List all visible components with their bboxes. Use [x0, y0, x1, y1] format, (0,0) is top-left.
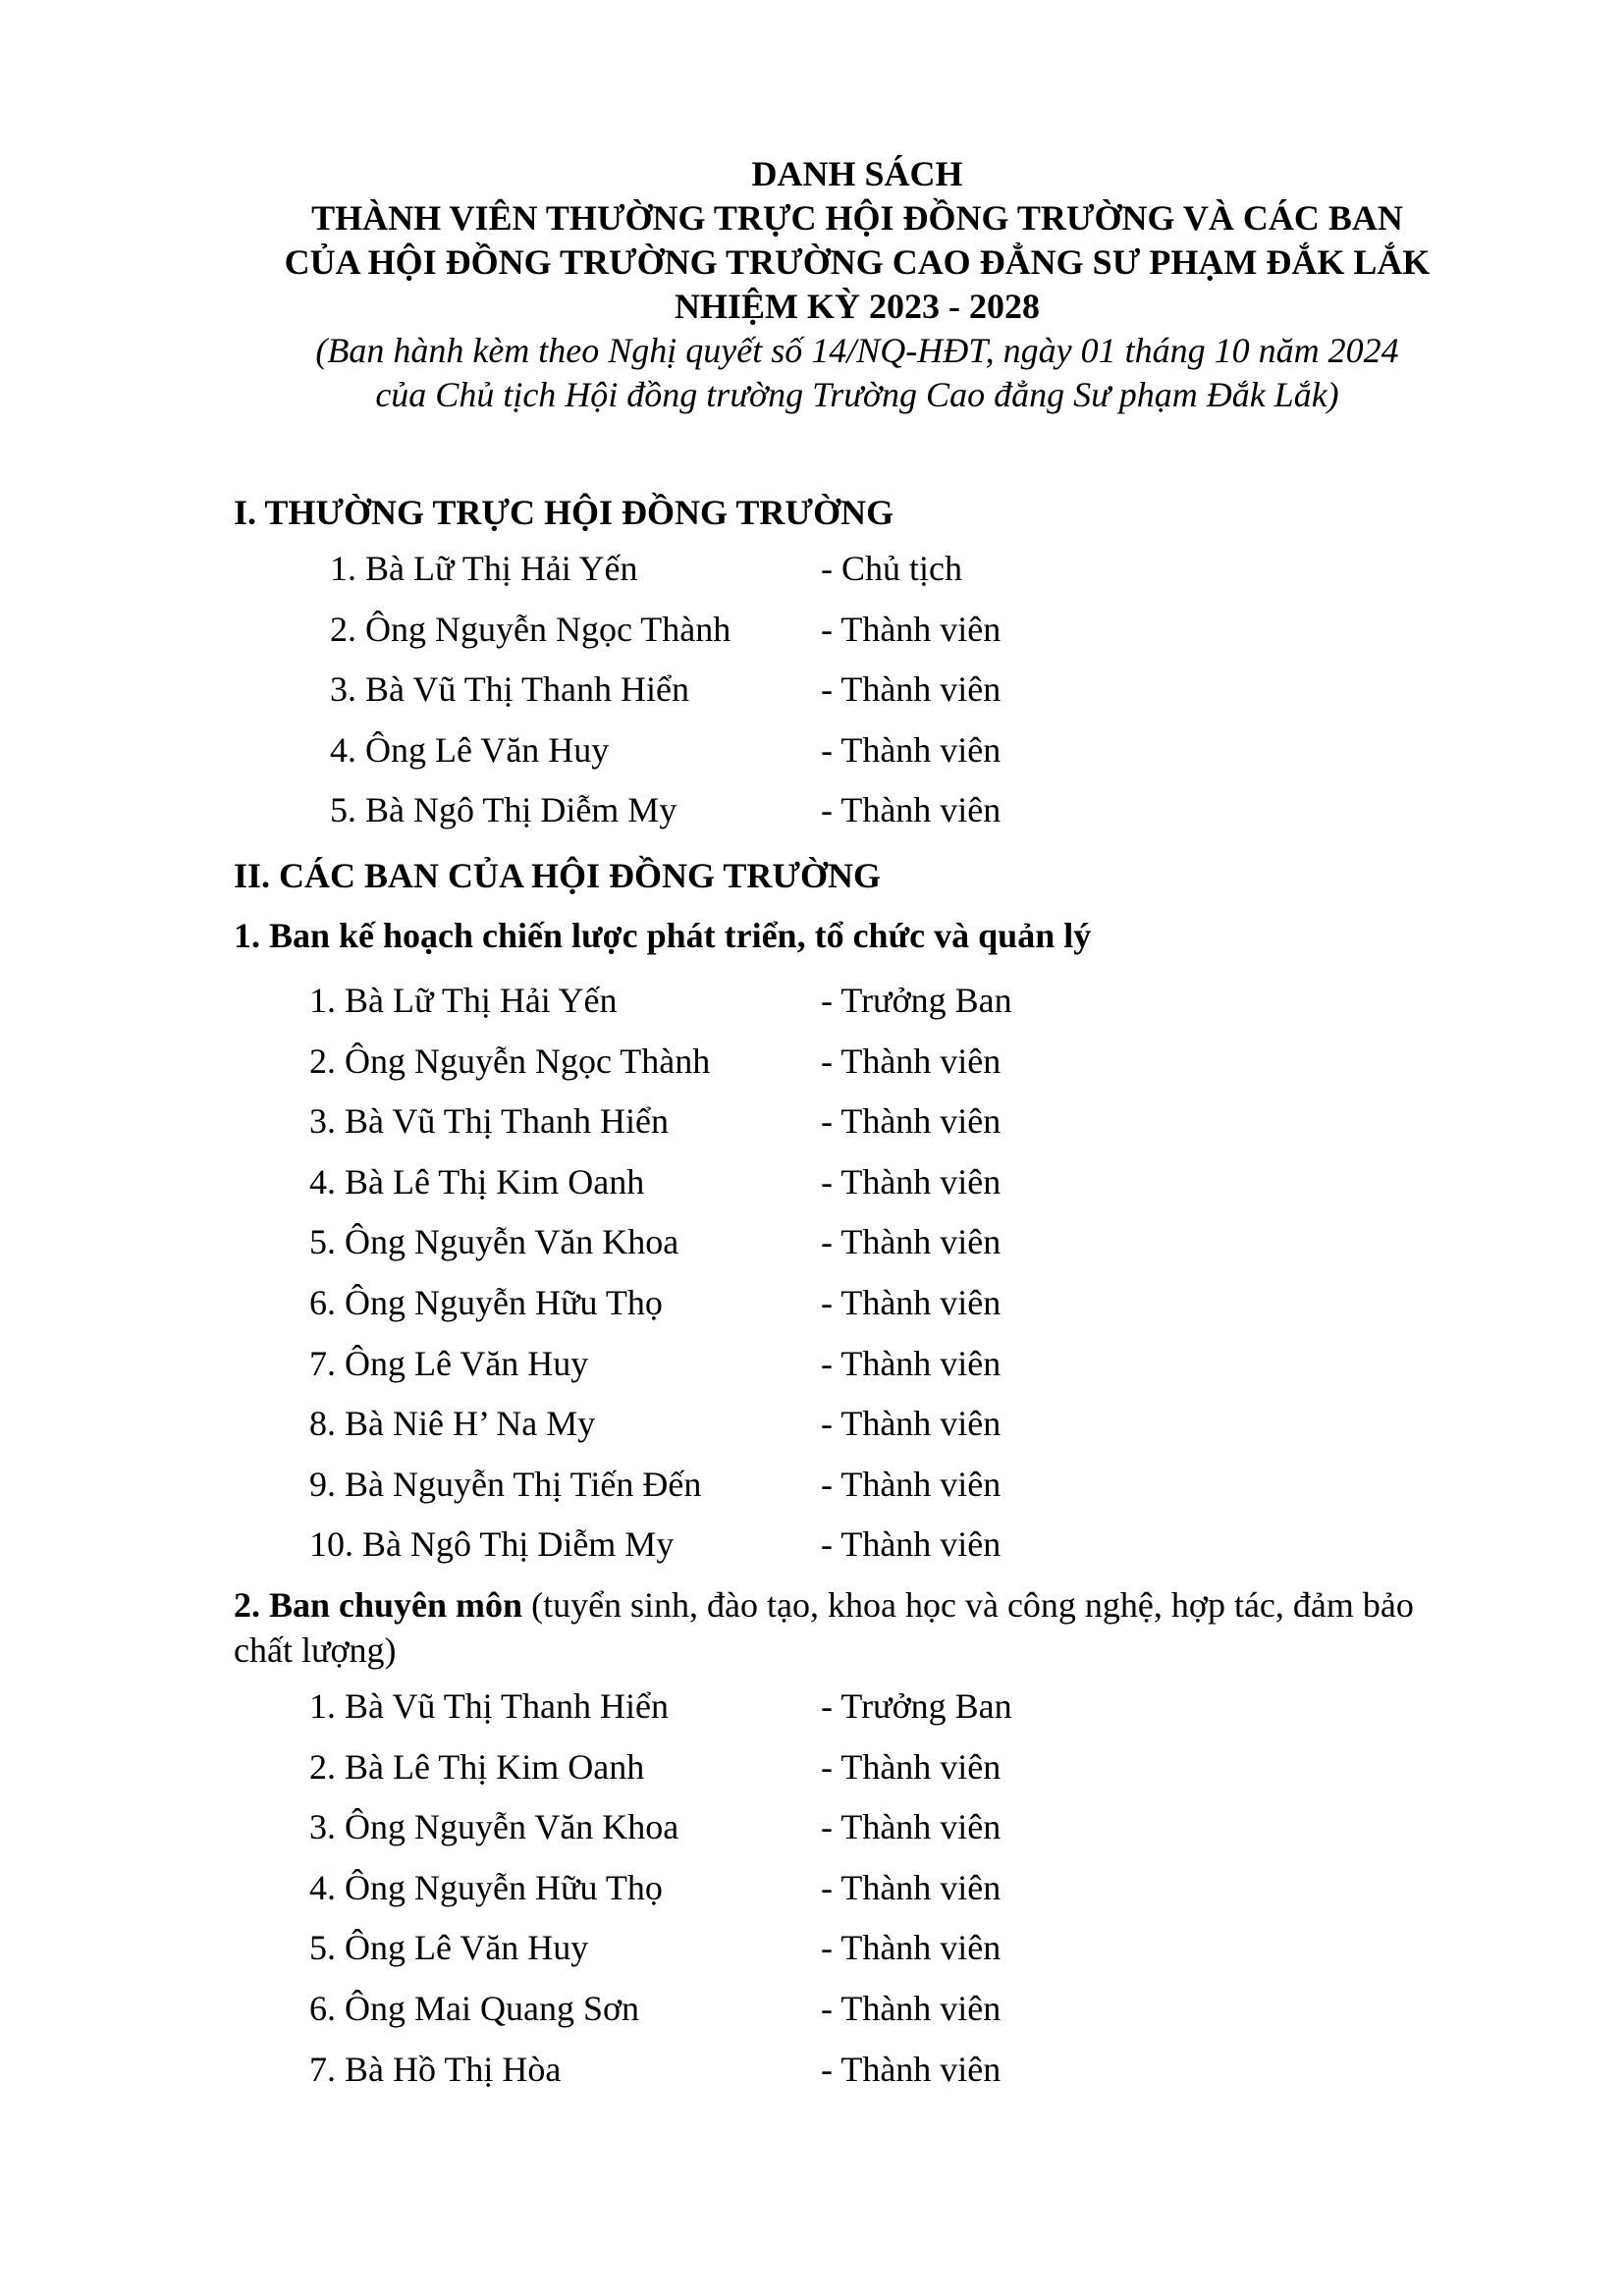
document-subtitle-2: CỦA HỘI ĐỒNG TRƯỜNG TRƯỜNG CAO ĐẲNG SƯ PHẠM ĐẮK LẮK	[284, 242, 1431, 282]
member-role: - Thành viên	[821, 2049, 1001, 2089]
issuance-note-1: (Ban hành kèm theo Nghị quyết số 14/NQ-HĐT, ngày 01 tháng 10 năm 2024	[315, 331, 1399, 370]
board-2-heading	[234, 1582, 1451, 1673]
member-name: 5. Ông Nguyễn Văn Khoa	[309, 1222, 679, 1262]
title-block	[147, 152, 1567, 417]
member-role: - Chủ tịch	[821, 549, 962, 588]
member-row	[0, 1037, 1624, 1086]
member-row	[0, 725, 1624, 774]
board-1-heading: 1. Ban kế hoạch chiến lược phát triển, tổ chức và quản lý	[234, 916, 1092, 955]
board-2-heading-detail: (tuyển sinh, đào tạo, khoa học và công nghệ, hợp tác, đảm bảo chất lượng)	[234, 1585, 1414, 1670]
member-role: - Thành viên	[821, 729, 1001, 770]
member-row	[0, 605, 1624, 654]
member-role: - Trưởng Ban	[821, 981, 1012, 1020]
member-row	[0, 1339, 1624, 1388]
member-row	[0, 1096, 1624, 1146]
document-term: NHIỆM KỲ 2023 - 2028	[675, 287, 1040, 326]
member-role: - Thành viên	[821, 1464, 1001, 1504]
section-2-heading: II. CÁC BAN CỦA HỘI ĐỒNG TRƯỜNG	[234, 856, 882, 895]
member-role: - Thành viên	[821, 1989, 1001, 2028]
member-name: 7. Ông Lê Văn Huy	[309, 1343, 589, 1383]
member-role: - Trưởng Ban	[821, 1686, 1012, 1726]
member-row	[0, 1399, 1624, 1448]
section-1-heading: I. THƯỜNG TRỰC HỘI ĐỒNG TRƯỜNG	[234, 493, 894, 532]
member-name: 2. Ông Nguyễn Ngọc Thành	[330, 609, 731, 649]
member-name: 7. Bà Hồ Thị Hòa	[309, 2049, 562, 2089]
issuance-note-2: của Chủ tịch Hội đồng trường Trường Cao đẳng Sư phạm Đắk Lắk)	[375, 375, 1339, 414]
member-role: - Thành viên	[821, 1041, 1001, 1081]
member-role: - Thành viên	[821, 609, 1001, 649]
member-name: 6. Ông Mai Quang Sơn	[309, 1989, 640, 2028]
member-name: 4. Ông Nguyễn Hữu Thọ	[309, 1867, 663, 1907]
member-row	[0, 1863, 1624, 1912]
member-name: 6. Ông Nguyễn Hữu Thọ	[309, 1283, 663, 1322]
member-row	[0, 1157, 1624, 1206]
member-name: 2. Bà Lê Thị Kim Oanh	[309, 1746, 645, 1787]
member-name: 8. Bà Niê H’ Na My	[309, 1404, 596, 1444]
member-role: - Thành viên	[821, 790, 1001, 830]
member-role: - Thành viên	[821, 1283, 1001, 1322]
member-name: 9. Bà Nguyễn Thị Tiến Đến	[309, 1464, 702, 1504]
member-row	[0, 665, 1624, 714]
member-row	[0, 544, 1624, 593]
member-name: 10. Bà Ngô Thị Diễm My	[309, 1524, 675, 1565]
member-name: 5. Ông Lê Văn Huy	[309, 1928, 589, 1968]
member-row	[0, 976, 1624, 1025]
member-name: 4. Bà Lê Thị Kim Oanh	[309, 1161, 645, 1201]
member-name: 2. Ông Nguyễn Ngọc Thành	[309, 1041, 711, 1081]
member-row	[0, 1742, 1624, 1791]
member-name: 1. Bà Lữ Thị Hải Yến	[330, 549, 638, 588]
member-row	[0, 1682, 1624, 1731]
member-role: - Thành viên	[821, 1343, 1001, 1383]
member-name: 3. Bà Vũ Thị Thanh Hiển	[330, 669, 689, 710]
member-name: 5. Bà Ngô Thị Diễm My	[330, 790, 677, 830]
member-row	[0, 1802, 1624, 1851]
member-role: - Thành viên	[821, 1746, 1001, 1787]
member-row	[0, 1520, 1624, 1569]
member-row	[0, 1923, 1624, 1972]
member-role: - Thành viên	[821, 1222, 1001, 1262]
member-role: - Thành viên	[821, 1928, 1001, 1968]
member-role: - Thành viên	[821, 1101, 1001, 1142]
document-subtitle-1: THÀNH VIÊN THƯỜNG TRỰC HỘI ĐỒNG TRƯỜNG VÀ CÁC BAN	[311, 198, 1403, 238]
member-name: 1. Bà Lữ Thị Hải Yến	[309, 981, 618, 1020]
member-name: 3. Ông Nguyễn Văn Khoa	[309, 1807, 679, 1847]
member-role: - Thành viên	[821, 1807, 1001, 1847]
document-title: DANH SÁCH	[751, 154, 963, 193]
member-name: 4. Ông Lê Văn Huy	[330, 729, 610, 770]
member-role: - Thành viên	[821, 1161, 1001, 1201]
member-row	[0, 785, 1624, 834]
member-role: - Thành viên	[821, 1404, 1001, 1444]
member-name: 3. Bà Vũ Thị Thanh Hiển	[309, 1101, 669, 1142]
member-role: - Thành viên	[821, 1524, 1001, 1565]
member-row	[0, 1217, 1624, 1266]
member-role: - Thành viên	[821, 1867, 1001, 1907]
member-row	[0, 1460, 1624, 1509]
board-2-heading-bold: 2. Ban chuyên môn	[234, 1585, 523, 1625]
member-row	[0, 2045, 1624, 2094]
member-row	[0, 1278, 1624, 1327]
member-role: - Thành viên	[821, 669, 1001, 710]
member-name: 1. Bà Vũ Thị Thanh Hiển	[309, 1686, 669, 1726]
member-row	[0, 1984, 1624, 2033]
